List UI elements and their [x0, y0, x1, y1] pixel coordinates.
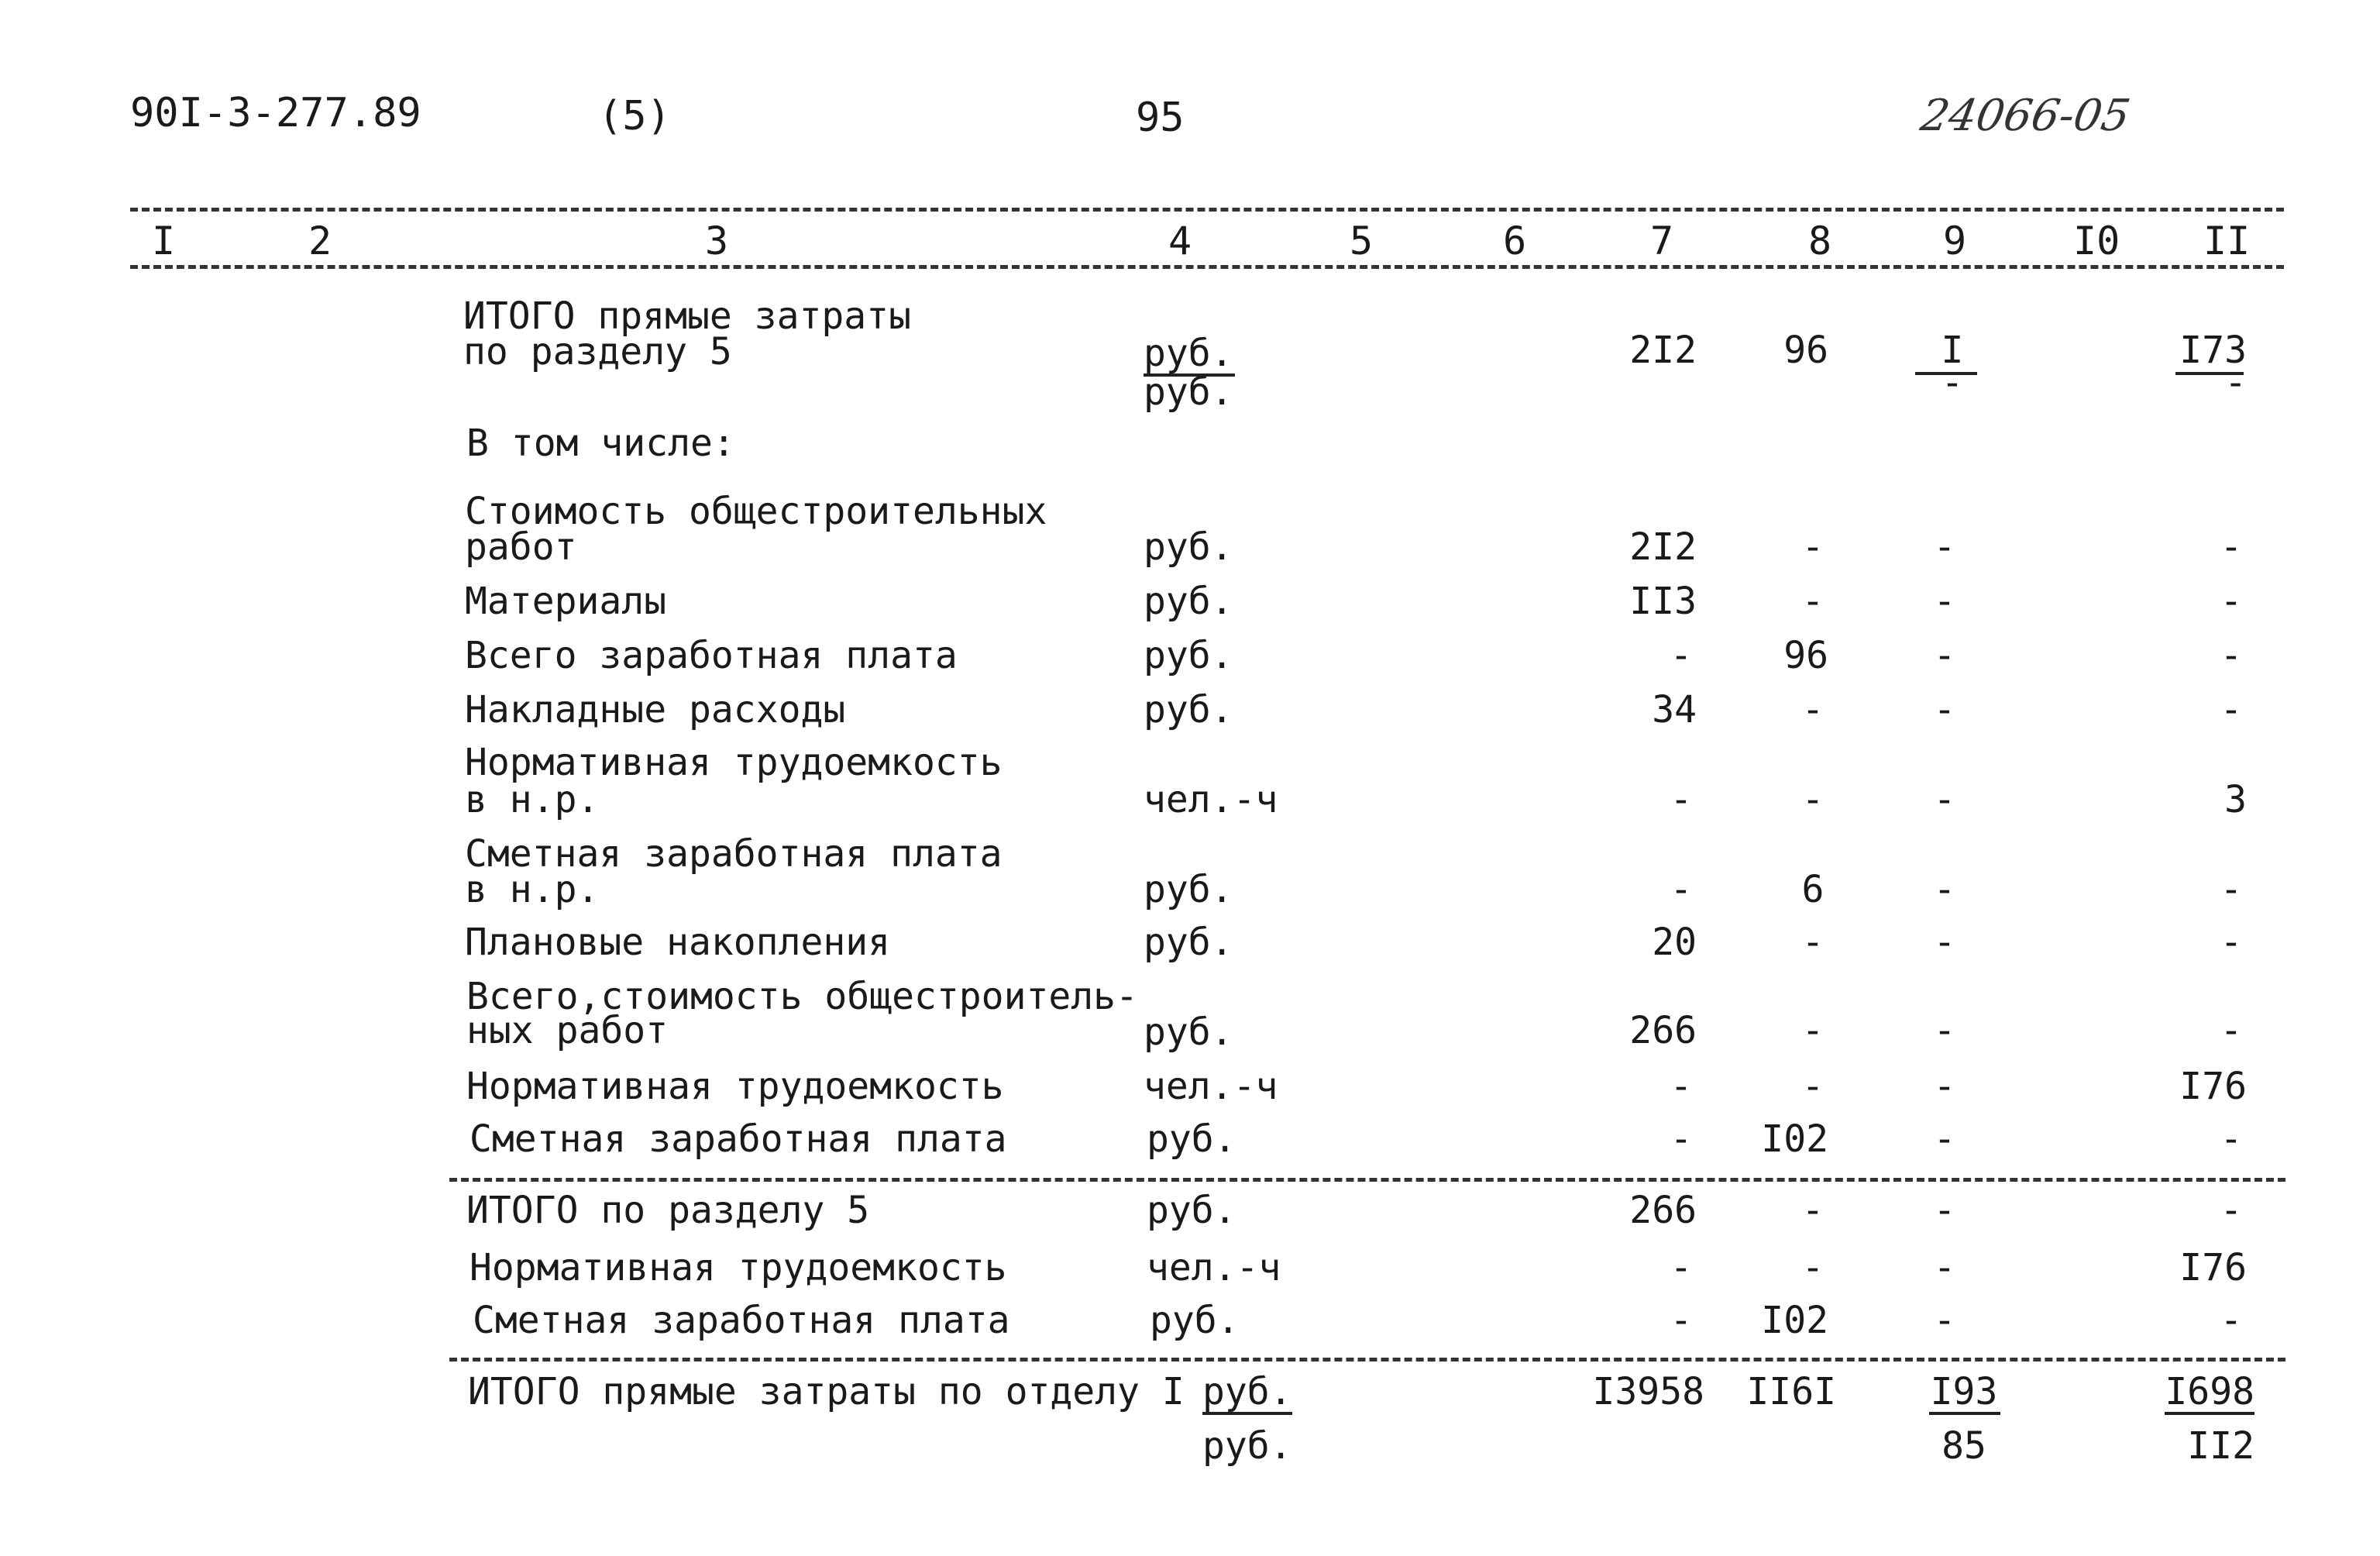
- cell-col-9: -: [1933, 1065, 1956, 1108]
- cell-col-11: -: [2220, 1009, 2243, 1052]
- cell-col-8: -: [1801, 580, 1825, 623]
- cell-col-8: I02: [1761, 1299, 1828, 1342]
- cell-col-11: I76: [2179, 1246, 2247, 1289]
- cell-col-7: II3: [1629, 580, 1697, 623]
- row-label: ИТОГО прямые затраты по отделу I: [468, 1370, 1185, 1413]
- document-code: 90I-3-277.89: [130, 90, 421, 136]
- column-header-9: 9: [1943, 219, 1967, 263]
- cell-col-9-denominator: 85: [1941, 1424, 1986, 1468]
- section-divider: [449, 1178, 2285, 1182]
- cell-col-11: -: [2220, 1117, 2243, 1161]
- fraction-bar: [1202, 1412, 1292, 1415]
- cell-col-7: -: [1670, 1246, 1693, 1289]
- cell-col-7: 20: [1652, 921, 1697, 964]
- cell-col-8: 96: [1783, 634, 1828, 677]
- unit: руб.: [1144, 921, 1233, 964]
- unit: руб.: [1147, 1189, 1236, 1232]
- cell-col-9-numerator: I: [1941, 329, 1964, 372]
- cell-col-11: -: [2220, 525, 2243, 569]
- cell-col-11-denominator: II2: [2187, 1424, 2254, 1468]
- unit: руб.: [1144, 580, 1233, 623]
- cell-col-9: -: [1933, 634, 1956, 677]
- cell-col-7: 34: [1652, 688, 1697, 732]
- cell-col-11: -: [2220, 1189, 2243, 1232]
- row-label: Нормативная трудоемкость: [466, 1065, 1004, 1108]
- header-bottom-rule: [130, 265, 2284, 269]
- row-label: ИТОГО прямые затраты: [463, 294, 911, 338]
- cell-col-8: -: [1801, 1246, 1825, 1289]
- column-header-6: 6: [1503, 219, 1527, 263]
- cell-col-8: -: [1801, 525, 1825, 569]
- cell-col-9: -: [1933, 1009, 1956, 1052]
- cell-col-9: -: [1933, 1117, 1956, 1161]
- unit: руб.: [1144, 1010, 1233, 1054]
- unit: руб.: [1144, 634, 1233, 677]
- unit-numerator: руб.: [1202, 1370, 1292, 1413]
- unit: чел.-ч: [1144, 1065, 1278, 1108]
- unit: руб.: [1144, 688, 1233, 732]
- cell-col-11: -: [2220, 580, 2243, 623]
- unit: чел.-ч: [1144, 778, 1278, 821]
- unit: руб.: [1150, 1299, 1240, 1342]
- row-label-continued: по разделу 5: [463, 330, 732, 374]
- cell-col-7: 266: [1629, 1009, 1697, 1052]
- row-label: Плановые накопления: [465, 921, 891, 964]
- cell-col-9-numerator: I93: [1930, 1370, 1998, 1413]
- cell-col-8: -: [1801, 688, 1825, 732]
- cell-col-7: -: [1670, 1299, 1693, 1342]
- cell-col-9: -: [1933, 1189, 1956, 1232]
- cell-col-7: -: [1670, 1065, 1693, 1108]
- cell-col-9: -: [1933, 688, 1956, 732]
- unit-denominator: руб.: [1144, 370, 1233, 414]
- cell-col-11-numerator: I73: [2179, 329, 2247, 372]
- unit-denominator: руб.: [1202, 1424, 1292, 1468]
- row-label-continued: в н.р.: [465, 868, 600, 911]
- cell-col-9: -: [1933, 778, 1956, 821]
- row-label: Материалы: [465, 580, 667, 623]
- cell-col-9: -: [1933, 921, 1956, 964]
- cell-col-7: 2I2: [1629, 525, 1697, 569]
- column-header-1: I: [152, 219, 176, 263]
- row-label: Нормативная трудоемкость: [465, 741, 1003, 784]
- cell-col-11: -: [2220, 688, 2243, 732]
- cell-col-11-numerator: I698: [2165, 1370, 2254, 1413]
- row-label-continued: в н.р.: [465, 778, 600, 821]
- cell-col-7: 266: [1629, 1189, 1697, 1232]
- cell-col-9: -: [1933, 580, 1956, 623]
- cell-col-9: -: [1933, 1246, 1956, 1289]
- column-header-4: 4: [1168, 219, 1192, 263]
- cell-col-7: -: [1670, 868, 1693, 911]
- cell-col-11: -: [2220, 868, 2243, 911]
- unit-numerator: руб.: [1144, 332, 1233, 375]
- column-header-8: 8: [1808, 219, 1832, 263]
- cell-col-11: -: [2220, 1299, 2243, 1342]
- unit: руб.: [1147, 1117, 1236, 1161]
- cell-col-11: -: [2220, 921, 2243, 964]
- department-divider: [449, 1358, 2285, 1362]
- column-header-10: I0: [2073, 219, 2120, 263]
- cell-col-8: 6: [1801, 868, 1825, 911]
- row-label: Нормативная трудоемкость: [469, 1246, 1007, 1289]
- cell-col-8: II6I: [1746, 1370, 1836, 1413]
- row-label-continued: работ: [465, 525, 577, 569]
- cell-col-8: -: [1801, 1065, 1825, 1108]
- cell-col-9-denominator: -: [1941, 361, 1964, 404]
- subheading-including: В том числе:: [466, 422, 735, 465]
- cell-col-7: -: [1670, 778, 1693, 821]
- cell-col-8: 96: [1783, 329, 1828, 372]
- cell-col-8: -: [1801, 778, 1825, 821]
- unit: руб.: [1144, 525, 1233, 569]
- unit: чел.-ч: [1147, 1246, 1281, 1289]
- row-label: Накладные расходы: [465, 688, 846, 732]
- cell-col-8: -: [1801, 1009, 1825, 1052]
- cell-col-9: -: [1933, 1299, 1956, 1342]
- cell-col-9: -: [1933, 868, 1956, 911]
- cell-col-8: I02: [1761, 1117, 1828, 1161]
- cell-col-11: 3: [2224, 778, 2247, 821]
- page-number: 95: [1136, 95, 1185, 141]
- cell-col-11: I76: [2179, 1065, 2247, 1108]
- row-label: Сметная заработная плата: [465, 832, 1003, 876]
- column-header-7: 7: [1650, 219, 1674, 263]
- fraction-bar: [1929, 1412, 2000, 1415]
- cell-col-8: -: [1801, 1189, 1825, 1232]
- column-header-2: 2: [308, 219, 332, 263]
- column-header-11: II: [2203, 219, 2251, 263]
- cell-col-7: I3958: [1592, 1370, 1704, 1413]
- cell-col-9: -: [1933, 525, 1956, 569]
- cell-col-7: 2I2: [1629, 329, 1697, 372]
- cell-col-7: -: [1670, 1117, 1693, 1161]
- cell-col-7: -: [1670, 634, 1693, 677]
- cell-col-11: -: [2220, 634, 2243, 677]
- part-number: (5): [598, 93, 671, 139]
- column-header-5: 5: [1350, 219, 1374, 263]
- header-top-rule: [130, 208, 2284, 212]
- column-header-3: 3: [705, 219, 729, 263]
- row-label: Сметная заработная плата: [469, 1117, 1007, 1161]
- unit: руб.: [1144, 868, 1233, 911]
- row-label: Всего заработная плата: [465, 634, 958, 677]
- fraction-bar: [2165, 1412, 2254, 1415]
- row-label-continued: ных работ: [466, 1009, 669, 1052]
- cell-col-8: -: [1801, 921, 1825, 964]
- row-label: Сметная заработная плата: [473, 1299, 1010, 1342]
- row-label: Стоимость общестроительных: [465, 490, 1047, 533]
- row-label: ИТОГО по разделу 5: [466, 1189, 870, 1232]
- cell-col-11-denominator: -: [2224, 361, 2247, 404]
- handwritten-reference: 24066-05: [1917, 91, 2134, 141]
- row-label: Всего,стоимость общестроитель-: [466, 975, 1138, 1018]
